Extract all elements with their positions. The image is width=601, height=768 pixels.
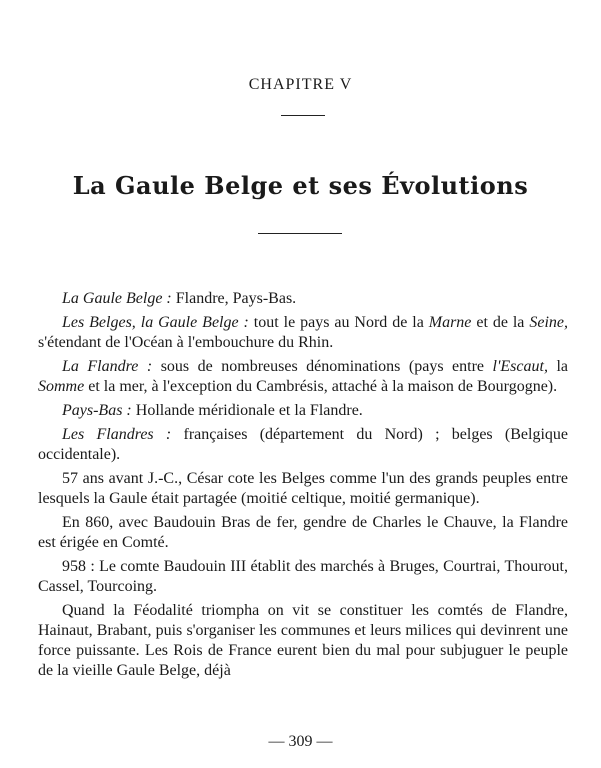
italic-term: Somme xyxy=(38,378,85,395)
text-run: et de la xyxy=(471,314,530,331)
chapter-heading: CHAPITRE V xyxy=(248,76,353,93)
italic-term: Pays-Bas : xyxy=(62,402,132,419)
paragraph xyxy=(38,357,568,397)
paragraph xyxy=(38,513,568,553)
text-run: sous de nombreuses dénominations (pays entre xyxy=(152,358,493,375)
text-run: Hollande méridionale et la Flandre. xyxy=(131,402,363,419)
body-text xyxy=(38,289,568,681)
italic-term: La Flandre : xyxy=(62,358,153,375)
page-number: — 309 — xyxy=(268,733,333,750)
paragraph xyxy=(38,425,568,465)
paragraph xyxy=(38,401,568,421)
text-run: s'étendant de l'Océan à l'embouchure du Rhin. xyxy=(38,334,334,351)
chapter-rule xyxy=(281,115,325,116)
italic-term: Marne xyxy=(428,314,472,331)
text-run: Quand la Féodalité triompha on vit se constituer les comtés de Flandre, Hainaut, Brabant, puis s'organiser les communes et leurs milices qui devinrent une force puissante. Les Rois de France eurent bien du mal pour subjuguer le peuple de la vieille Gaule Belge, déjà xyxy=(38,602,568,679)
text-run: En 860, avec Baudouin Bras de fer, gendre de Charles le Chauve, la Flandre est érigée en Comté. xyxy=(38,514,568,551)
text-run: 958 : Le comte Baudouin III établit des marchés à Bruges, Courtrai, Thourout, Cassel, Tourcoing. xyxy=(38,558,568,595)
text-run: françaises (département du Nord) ; belges (Belgique occidentale). xyxy=(38,426,569,463)
paragraph xyxy=(38,313,568,353)
text-run: tout le pays au Nord de la xyxy=(248,314,429,331)
italic-term: Les Flandres : xyxy=(62,426,172,443)
italic-term: La Gaule Belge : xyxy=(62,290,172,307)
paragraph xyxy=(38,469,568,509)
italic-term: Les Belges, la Gaule Belge : xyxy=(62,314,249,331)
italic-term: l'Escaut, xyxy=(492,358,548,375)
text-run: Flandre, Pays-Bas. xyxy=(171,290,297,307)
paragraph xyxy=(38,289,568,309)
text-run: la xyxy=(547,358,569,375)
text-run: 57 ans avant J.-C., César cote les Belges comme l'un des grands peuples entre lesquels la Gaule était partagée (moitié celtique, moitié germanique). xyxy=(38,470,568,507)
paragraph xyxy=(38,557,568,597)
text-run: et la mer, à l'exception du Cambrésis, attaché à la maison de Bourgogne). xyxy=(84,378,558,395)
title-rule xyxy=(258,233,342,234)
paragraph xyxy=(38,601,568,681)
page-title: La Gaule Belge et ses Évolutions xyxy=(72,171,529,200)
italic-term: Seine, xyxy=(529,314,569,331)
